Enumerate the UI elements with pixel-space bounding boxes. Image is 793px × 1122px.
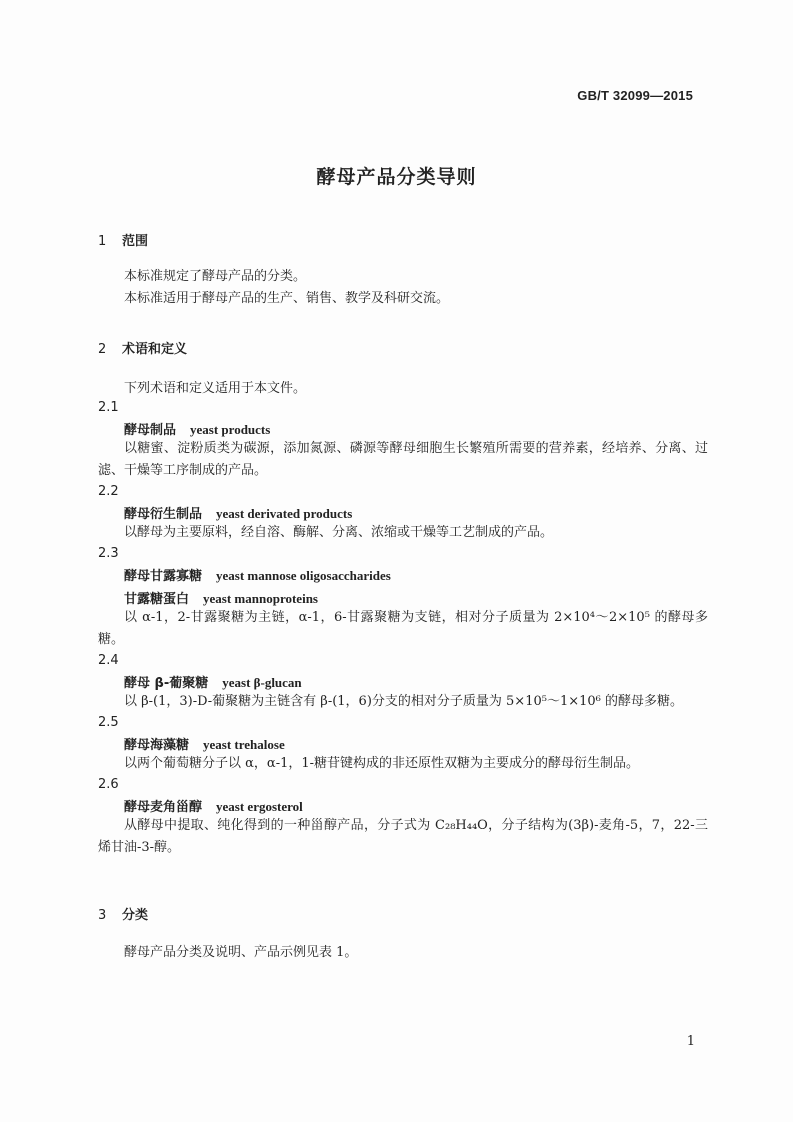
section-3-body: [98, 942, 708, 964]
term-en: yeast derivated products: [216, 506, 353, 521]
section-heading: [98, 904, 708, 923]
term-zh: 酵母衍生制品: [124, 507, 203, 522]
term-zh: 酵母制品: [124, 423, 177, 438]
section-1-body: [98, 266, 708, 310]
term-en: yeast mannose oligosaccharides: [216, 568, 391, 583]
standard-code: GB/T 32099—2015: [577, 88, 693, 103]
term-en: yeast β-glucan: [222, 675, 302, 690]
paragraph: 酵母产品分类及说明、产品示例见表 1。: [124, 945, 358, 960]
term-zh: 酵母麦角甾醇: [124, 800, 203, 815]
document-title: 酵母产品分类导则: [316, 166, 477, 188]
section-title: 术语和定义: [122, 342, 188, 357]
term-line: [98, 588, 708, 607]
clause-number: 2.1: [98, 400, 119, 415]
section-number: 2: [98, 342, 107, 357]
clause-number: 2.3: [98, 546, 119, 561]
term-en-alt: yeast mannoproteins: [203, 591, 318, 606]
term-zh-alt: 甘露糖蛋白: [124, 592, 190, 607]
term-line: [98, 672, 708, 691]
section-number: 3: [98, 908, 107, 923]
definition: 以 β-(1，3)-D-葡聚糖为主链含有 β-(1，6)分支的相对分子质量为 5×10⁵～1×10⁶ 的酵母多糖。: [124, 694, 684, 709]
term-line: [98, 565, 708, 584]
term-line: [98, 503, 708, 522]
paragraph: 下列术语和定义适用于本文件。: [124, 381, 307, 396]
section-title: 分类: [122, 908, 149, 923]
definition: 以 α-1，2-甘露聚糖为主链，α-1，6-甘露聚糖为支链，相对分子质量为 2×10⁴～2×10⁵ 的酵母多糖。: [98, 610, 708, 647]
section-3: [98, 904, 708, 923]
term-zh: 酵母甘露寡糖: [124, 569, 203, 584]
section-2-body: [98, 378, 708, 859]
term-line: [98, 796, 708, 815]
definition: 从酵母中提取、纯化得到的一种甾醇产品，分子式为 C₂₈H₄₄O，分子结构为(3β)-麦角-5，7，22-三烯甘油-3-醇。: [98, 818, 708, 855]
section-2: [98, 338, 708, 357]
paragraph: 本标准规定了酵母产品的分类。: [124, 269, 307, 284]
term-zh: 酵母 β-葡聚糖: [124, 676, 209, 691]
term-en: yeast trehalose: [203, 737, 285, 752]
section-1: [98, 230, 708, 249]
term-line: [98, 734, 708, 753]
section-heading: [98, 338, 708, 357]
term-zh: 酵母海藻糖: [124, 738, 190, 753]
definition: 以糖蜜、淀粉质类为碳源，添加氮源、磷源等酵母细胞生长繁殖所需要的营养素，经培养、分离、过滤、干燥等工序制成的产品。: [98, 441, 708, 478]
section-number: 1: [98, 234, 107, 249]
clause-number: 2.6: [98, 777, 119, 792]
term-en: yeast products: [190, 422, 271, 437]
section-heading: [98, 230, 708, 249]
paragraph: 本标准适用于酵母产品的生产、销售、教学及科研交流。: [124, 291, 450, 306]
term-line: [98, 419, 708, 438]
definition: 以两个葡萄糖分子以 α，α-1，1-糖苷键构成的非还原性双糖为主要成分的酵母衍生制品。: [124, 756, 640, 771]
section-title: 范围: [122, 234, 149, 249]
term-en: yeast ergosterol: [216, 799, 303, 814]
clause-number: 2.4: [98, 653, 119, 668]
page-number: 1: [686, 1034, 695, 1049]
clause-number: 2.5: [98, 715, 119, 730]
clause-number: 2.2: [98, 484, 119, 499]
definition: 以酵母为主要原料，经自溶、酶解、分离、浓缩或干燥等工艺制成的产品。: [124, 525, 554, 540]
